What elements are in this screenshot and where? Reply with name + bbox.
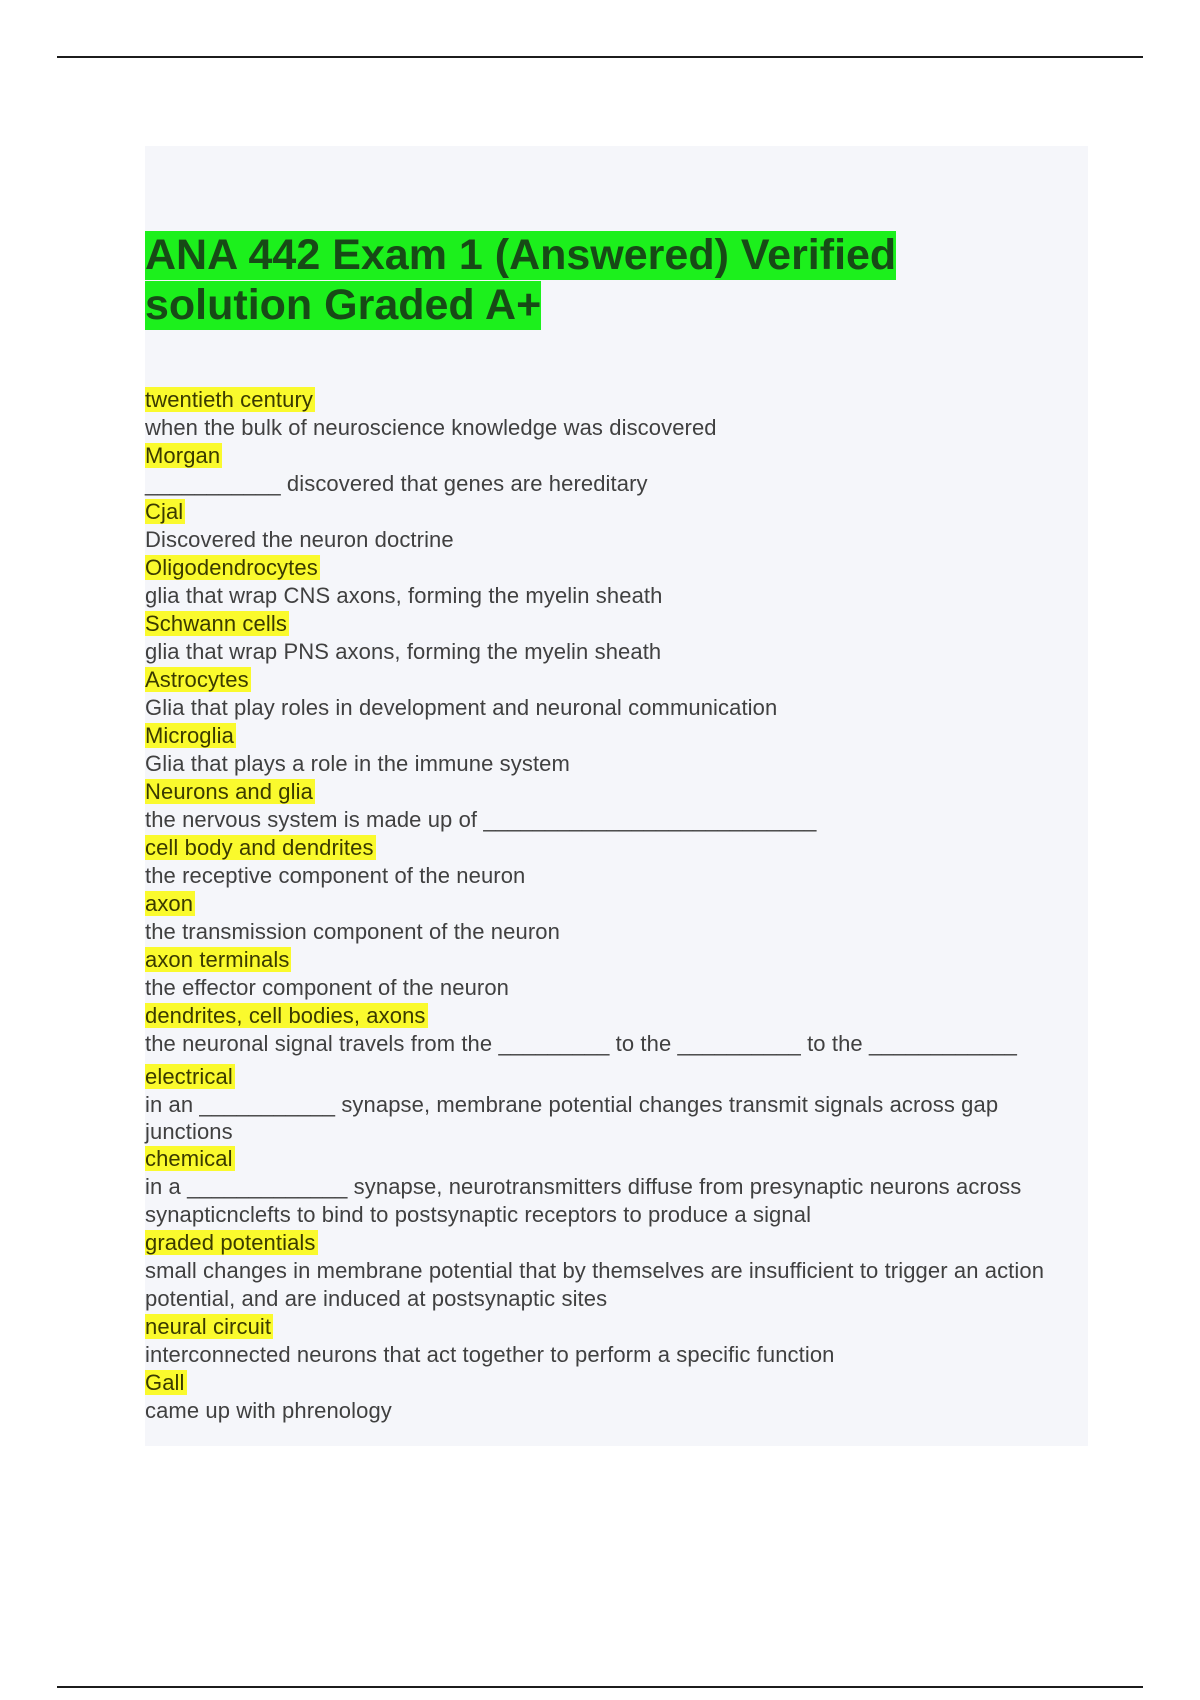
- term: neural circuit: [145, 1314, 272, 1339]
- term: Astrocytes: [145, 667, 249, 692]
- document-page: [145, 146, 1088, 1446]
- definition: glia that wrap PNS axons, forming the myelin sheath: [145, 639, 662, 664]
- definition: Discovered the neuron doctrine: [145, 527, 454, 552]
- definition: in a _____________ synapse, neurotransmitters diffuse from presynaptic neurons across synapticnclefts to bind to postsynaptic receptors to produce a signal: [145, 1174, 1022, 1227]
- list-item: [145, 1063, 1075, 1145]
- definition: small changes in membrane potential that by themselves are insufficient to trigger an action potential, and are induced at postsynaptic sites: [145, 1258, 1045, 1311]
- list-item: [145, 442, 1075, 498]
- term: Cjal: [145, 499, 184, 524]
- definition: the effector component of the neuron: [145, 975, 510, 1000]
- definition: the transmission component of the neuron: [145, 919, 560, 944]
- list-item: [145, 778, 1075, 834]
- definition: when the bulk of neuroscience knowledge was discovered: [145, 415, 717, 440]
- term: chemical: [145, 1146, 233, 1171]
- list-item: [145, 1145, 1075, 1229]
- term: Oligodendrocytes: [145, 555, 318, 580]
- title-line-2: solution Graded A+: [145, 281, 542, 329]
- term: graded potentials: [145, 1230, 316, 1255]
- list-item: [145, 1313, 1075, 1369]
- definition: in an ___________ synapse, membrane potential changes transmit signals across gap junctions: [145, 1092, 999, 1144]
- list-item: [145, 834, 1075, 890]
- list-item: [145, 1002, 1075, 1063]
- term: Schwann cells: [145, 611, 287, 636]
- list-item: [145, 1369, 1075, 1425]
- list-item: [145, 498, 1075, 554]
- list-item: [145, 722, 1075, 778]
- term: dendrites, cell bodies, axons: [145, 1003, 426, 1028]
- top-rule: [57, 56, 1143, 58]
- term: Gall: [145, 1370, 185, 1395]
- list-item: [145, 890, 1075, 946]
- definition: the nervous system is made up of ___________________________: [145, 807, 817, 832]
- term: axon: [145, 891, 194, 916]
- flashcard-list: [145, 386, 1075, 1425]
- list-item: [145, 946, 1075, 1002]
- definition: Glia that plays a role in the immune system: [145, 751, 570, 776]
- bottom-rule: [57, 1686, 1143, 1688]
- list-item: [145, 554, 1075, 610]
- term: electrical: [145, 1064, 233, 1089]
- term: Morgan: [145, 443, 221, 468]
- definition: glia that wrap CNS axons, forming the myelin sheath: [145, 583, 663, 608]
- definition: Glia that play roles in development and neuronal communication: [145, 695, 778, 720]
- definition: the neuronal signal travels from the _________ to the __________ to the ____________: [145, 1031, 1017, 1056]
- term: twentieth century: [145, 387, 314, 412]
- list-item: [145, 1229, 1075, 1313]
- document-title: [145, 230, 1088, 330]
- term: Neurons and glia: [145, 779, 313, 804]
- term: axon terminals: [145, 947, 290, 972]
- definition: interconnected neurons that act together to perform a specific function: [145, 1342, 835, 1367]
- title-line-1: ANA 442 Exam 1 (Answered) Verified: [145, 231, 897, 279]
- list-item: [145, 666, 1075, 722]
- term: Microglia: [145, 723, 234, 748]
- definition: came up with phrenology: [145, 1398, 392, 1423]
- list-item: [145, 610, 1075, 666]
- definition: the receptive component of the neuron: [145, 863, 526, 888]
- definition: ___________ discovered that genes are hereditary: [145, 471, 648, 496]
- term: cell body and dendrites: [145, 835, 374, 860]
- list-item: [145, 386, 1075, 442]
